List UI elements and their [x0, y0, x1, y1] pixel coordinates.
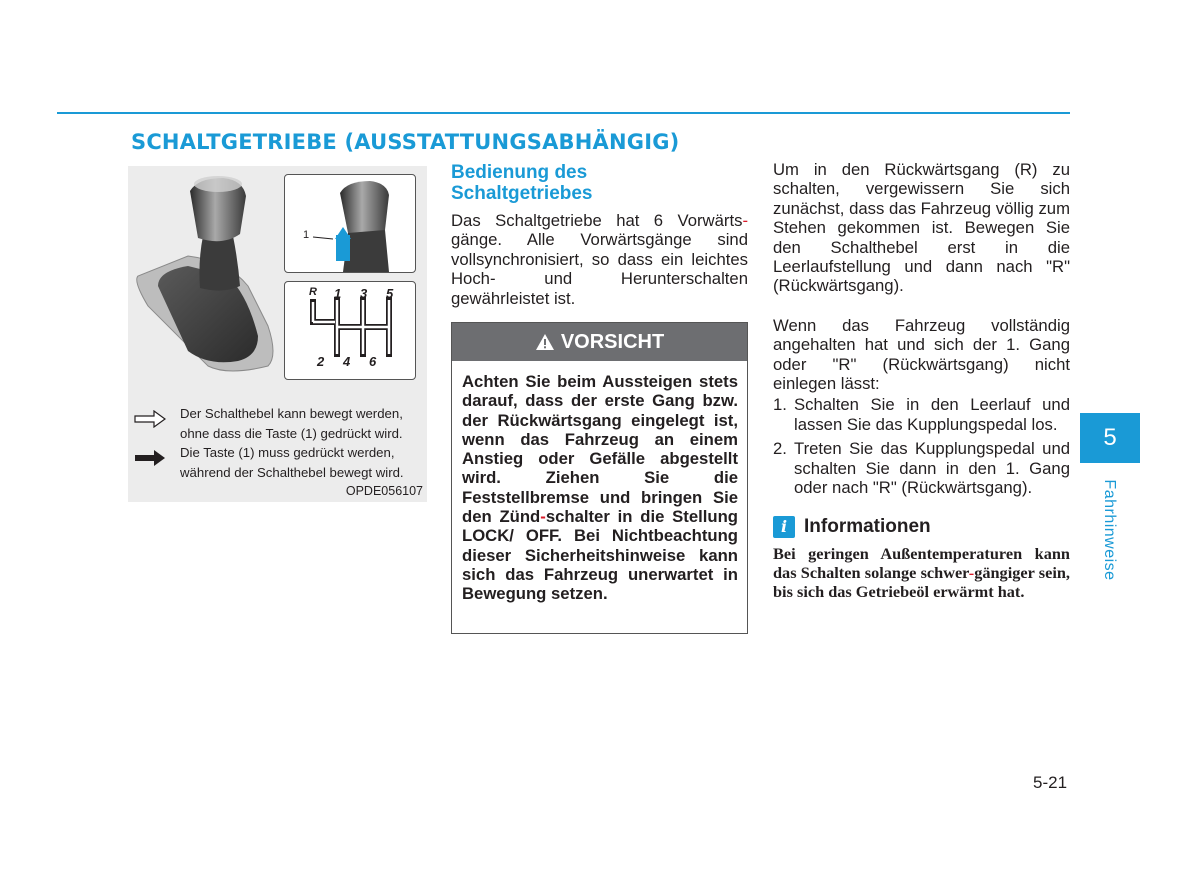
section-title: SCHALTGETRIEBE (AUSSTATTUNGSABHÄNGIG): [131, 130, 680, 154]
shifter-button-detail: [285, 175, 415, 272]
intro-paragraph: [451, 211, 748, 308]
legend-text-solid: Die Taste (1) muss gedrückt werden, während der Schalthebel bewegt wird.: [180, 445, 404, 480]
caution-text-2: schalter in die Stellung LOCK/ OFF. Bei Nichtbeachtung dieser Sicherheitshinweise kann sich das Fahrzeug unerwartet in Bewegung setzen.: [462, 507, 738, 604]
info-title: Informationen: [804, 515, 931, 537]
info-text-2: gängiger sein, bis sich das Getriebeöl erwärmt hat.: [773, 562, 1070, 602]
chapter-label-text: Fahrhinweise: [1101, 479, 1118, 581]
step-text: Schalten Sie in den Leerlauf und lassen Sie das Kupplungspedal los.: [794, 395, 1070, 434]
steps-list: [773, 395, 1070, 497]
gear-label-1: 1: [334, 286, 342, 301]
shift-pattern-inset: [284, 281, 416, 380]
figure: [128, 166, 427, 502]
subheading-line1: Bedienung des: [451, 162, 588, 183]
info-text: [773, 544, 1070, 602]
caution-text-1: Achten Sie beim Aussteigen stets darauf, dass der erste Gang bzw. der Rückwärtsgang eingelegt ist, wenn das Fahrzeug an einem Anstieg oder Gefälle abgestellt wird. Ziehen Sie die Feststellbremse und bringen Sie den Zünd: [462, 372, 738, 527]
chapter-tab: 5: [1080, 413, 1140, 463]
top-rule: [57, 112, 1070, 114]
gear-label-5: 5: [386, 286, 394, 301]
intro-text-2: gänge. Alle Vorwärtsgänge sind vollsynchronisiert, so dass ein leichtes Hoch- und Herunterschalten gewährleistet ist.: [451, 230, 748, 308]
stuck-paragraph: Wenn das Fahrzeug vollständig angehalten hat und sich der 1. Gang oder "R" (Rückwärtsgang) nicht einlegen lässt:: [773, 315, 1070, 394]
legend-text-outline: Der Schalthebel kann bewegt werden, ohne dass die Taste (1) gedrückt wird.: [180, 406, 403, 441]
caution-title: VORSICHT: [560, 330, 665, 353]
caution-box: [451, 322, 748, 634]
solid-arrow-icon: [134, 449, 166, 467]
subheading: [451, 162, 748, 204]
button-detail-inset: [284, 174, 416, 273]
column-reverse: [773, 160, 1070, 601]
gear-label-6: 6: [369, 354, 377, 369]
hyphen: -: [742, 211, 748, 230]
reverse-paragraph: Um in den Rückwärtsgang (R) zu schalten, vergewissern Sie sich zunächst, dass das Fahrzeug völlig zum Stehen gekommen ist. Bewegen Sie den Schalthebel erst in die Leerlaufstellung und dann nach "R" (Rückwärtsgang).: [773, 160, 1070, 296]
intro-text-1: Das Schaltgetriebe hat 6 Vorwärts: [451, 211, 743, 230]
column-operation: [451, 160, 748, 308]
chapter-label: [1094, 470, 1124, 590]
gear-label-2: 2: [317, 354, 325, 369]
hyphen: -: [540, 507, 546, 527]
info-icon: i: [773, 516, 795, 538]
gear-label-4: 4: [343, 354, 351, 369]
caution-text: [452, 361, 747, 604]
step-number: 1.: [773, 395, 787, 415]
step-text: Treten Sie das Kupplungspedal und schalten Sie dann in den 1. Gang oder nach "R" (Rückwärtsgang).: [794, 439, 1070, 498]
warning-triangle-icon: [535, 333, 555, 351]
gear-label-r: R: [309, 286, 317, 298]
list-item: [773, 439, 1070, 497]
gear-label-3: 3: [360, 286, 368, 301]
outline-arrow-icon: [134, 410, 166, 428]
caution-header: [452, 323, 747, 361]
subheading-line2: Schaltgetriebes: [451, 183, 593, 204]
info-heading: [773, 516, 1070, 538]
figure-code: OPDE056107: [345, 484, 423, 498]
list-item: [773, 395, 1070, 434]
page-number: 5-21: [1033, 773, 1068, 792]
step-number: 2.: [773, 439, 787, 459]
hyphen: -: [968, 562, 975, 582]
callout-number: 1: [303, 229, 310, 241]
info-text-1: Bei geringen Außentemperaturen kann das Schalten solange schwer: [773, 543, 1070, 582]
